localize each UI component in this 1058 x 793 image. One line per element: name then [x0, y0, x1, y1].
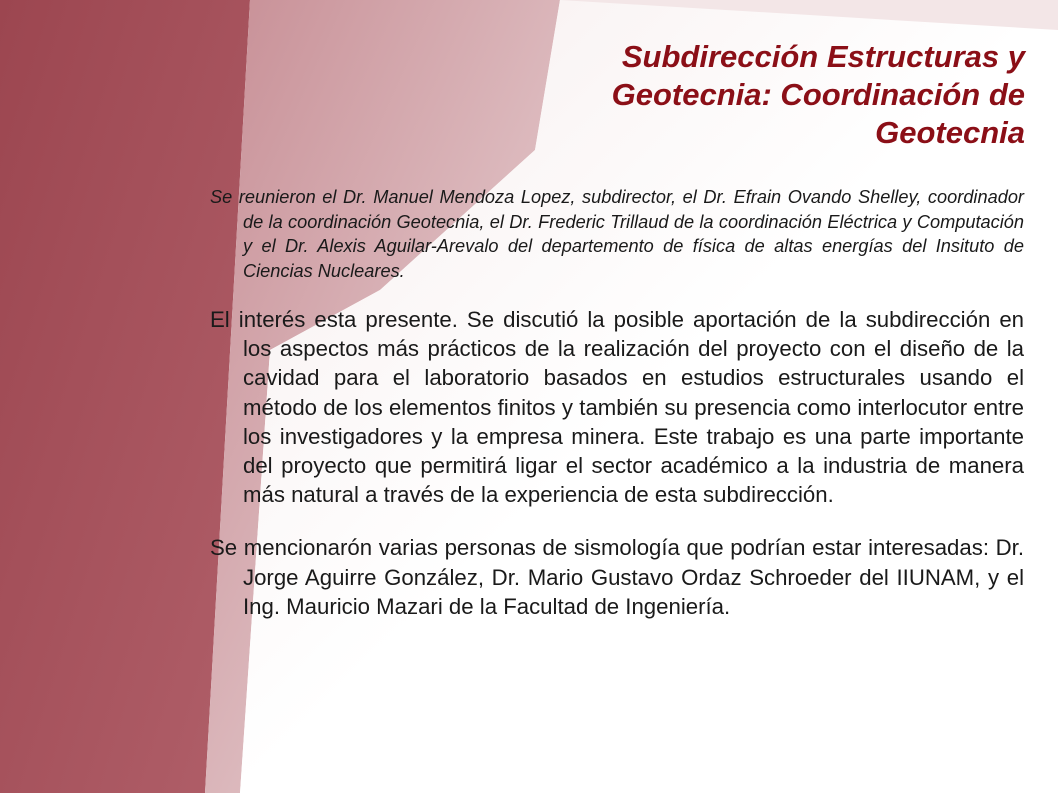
paragraph-meeting-attendees: Se reunieron el Dr. Manuel Mendoza Lopez, subdirector, el Dr. Efrain Ovando Shelley, coordinador de la coordinación Geotecnia, el Dr. Frederic Trillaud de la coordinación Eléctrica y Computación y el Dr. Alexis Aguilar-Arevalo del departemento de física de altas energías del Insituto de Ciencias Nucleares. — [210, 187, 1024, 281]
paragraph-seismology-contacts: Se mencionarón varias personas de sismología que podrían estar interesadas: Dr. Jorge Aguirre González, Dr. Mario Gustavo Ordaz Schroeder del IIUNAM, y el Ing. Mauricio Mazari de la Facultad de Ingeniería. — [210, 535, 1024, 619]
slide-title: Subdirección Estructuras y Geotecnia: Coordinación de Geotecnia — [611, 39, 1025, 150]
paragraph-discussion: El interés esta presente. Se discutió la posible aportación de la subdirección en los aspectos más prácticos de la realización del proyecto con el diseño de la cavidad para el laboratorio basados en estudios estructurales usando el método de los elementos finitos y también su presencia como interlocutor entre los investigadores y la empresa minera. Este trabajo es una parte importante del proyecto que permitirá ligar el sector académico a la industria de manera más natural a través de la experiencia de esta subdirección. — [210, 307, 1024, 508]
slide-content — [210, 185, 1024, 645]
